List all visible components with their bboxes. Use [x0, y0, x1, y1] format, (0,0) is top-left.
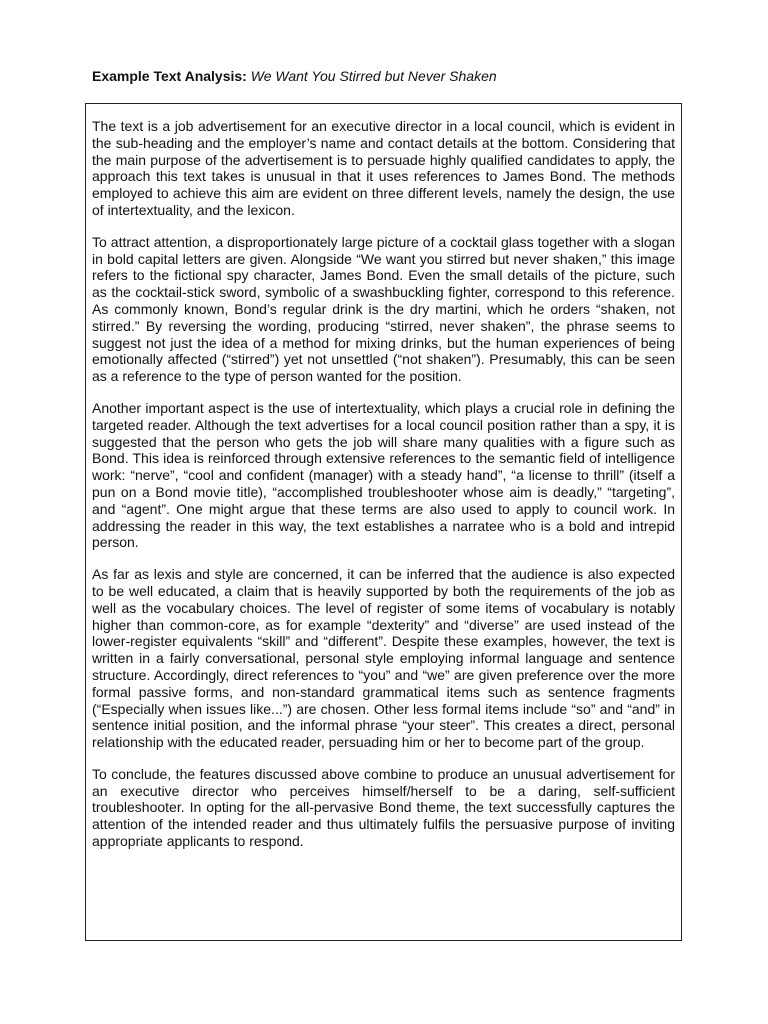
- analysis-text-box: [85, 103, 682, 941]
- paragraph-design: To attract attention, a disproportionately large picture of a cocktail glass together with a slogan in bold capital letters are given. Alongside “We want you stirred but never shaken,” this image refers to the fictional spy character, James Bond. Even the small details of the picture, such as the cocktail-stick sword, symbolic of a swashbuckling fighter, correspond to this reference. As commonly known, Bond’s regular drink is the dry martini, which he orders “shaken, not stirred.” By reversing the wording, producing “stirred, never shaken”, the phrase seems to suggest not just the idea of a method for mixing drinks, but the human experiences of being emotionally affected (“stirred”) yet not unsettled (“not shaken”). Presumably, this can be seen as a reference to the type of person wanted for the position.: [92, 233, 675, 385]
- paragraph-lexis-style: As far as lexis and style are concerned, it can be inferred that the audience is also expected to be well educated, a claim that is heavily supported by both the requirements of the job as well as the vocabulary choices. The level of register of some items of vocabulary is notably higher than common-core, as for example “dexterity” and “diverse” are used instead of the lower-register equivalents “skill” and “different”. Despite these examples, however, the text is written in a fairly conversational, personal style employing informal language and sentence structure. Accordingly, direct references to “you” and “we” are given preference over the more formal passive forms, and non-standard grammatical items such as sentence fragments (“Especially when issues like...”) are chosen. Other less formal items include “so” and “and” in sentence initial position, and the informal phrase “your steer”. This creates a direct, personal relationship with the educated reader, persuading him or her to become part of the group.: [92, 566, 675, 751]
- document-title: [92, 66, 497, 86]
- paragraph-intertextuality: Another important aspect is the use of intertextuality, which plays a crucial role in defining the targeted reader. Although the text advertises for a local council position rather than a spy, it is suggested that the person who gets the job will share many qualities with a figure such as Bond. This idea is reinforced through extensive references to the semantic field of intelligence work: “nerve”, “cool and confident (manager) with a steady hand”, “a license to thrill” (itself a pun on a Bond movie title), “accomplished troubleshooter whose aim is deadly,” “targeting”, and “agent”. One might argue that these terms are also used to apply to council work. In addressing the reader in this way, the text establishes a narratee who is a bold and intrepid person.: [92, 399, 675, 551]
- title-subject: We Want You Stirred but Never Shaken: [250, 68, 497, 84]
- paragraph-conclusion: To conclude, the features discussed above combine to produce an unusual advertisement for an executive director who perceives himself/herself to be a daring, self-sufficient troubleshooter. In opting for the all-pervasive Bond theme, the text successfully captures the attention of the intended reader and thus ultimately fulfils the persuasive purpose of inviting appropriate applicants to respond.: [92, 765, 675, 850]
- title-label: Example Text Analysis:: [92, 68, 247, 84]
- paragraph-introduction: The text is a job advertisement for an executive director in a local council, which is evident in the sub-heading and the employer’s name and contact details at the bottom. Considering that the main purpose of the advertisement is to persuade highly qualified candidates to apply, the approach this text takes is unusual in that it uses references to James Bond. The methods employed to achieve this aim are evident on three different levels, namely the design, the use of intertextuality, and the lexicon.: [92, 118, 675, 218]
